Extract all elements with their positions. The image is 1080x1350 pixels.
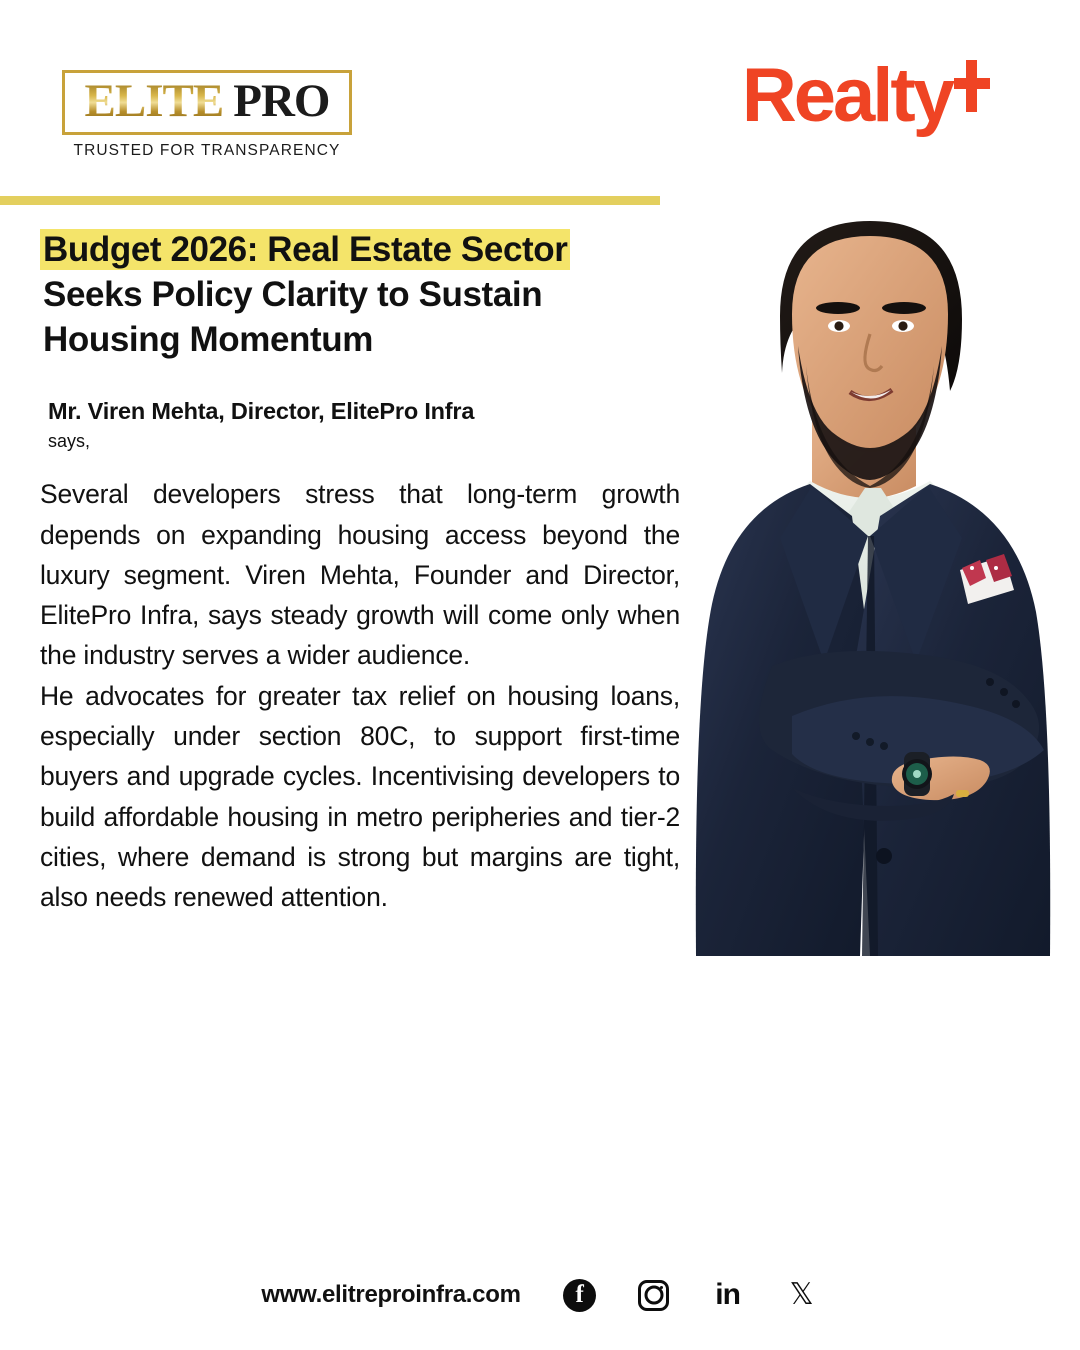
page-title: [40, 228, 680, 362]
elitepro-logo-box: [62, 70, 352, 135]
website-link[interactable]: www.elitreproinfra.com: [261, 1281, 521, 1308]
page-header: [0, 0, 1080, 190]
article-content: [40, 228, 680, 917]
article-body: [40, 474, 680, 917]
avatar: [660, 196, 1080, 956]
logo-tagline: TRUSTED FOR TRANSPARENCY: [73, 142, 341, 160]
x-icon[interactable]: 𝕏: [789, 1278, 814, 1311]
realty-plus-logo: [741, 53, 992, 138]
headline-line-1: Budget 2026: Real Estate Sector: [40, 229, 570, 270]
linkedin-icon[interactable]: in: [715, 1278, 740, 1311]
body-paragraph-2: He advocates for greater tax relief on housing loans, especially under section 80C, to support first-time buyers and upgrade cycles. Incentivising developers to build affordable housing in metro peripheries and tier-2 cities, where demand is strong but margins are tight, also needs renewed attention.: [40, 680, 680, 913]
headline-line-3: Housing Momentum: [43, 319, 373, 359]
body-paragraph-1: Several developers stress that long-term growth depends on expanding housing access beyond the luxury segment. Viren Mehta, Founder and Director, ElitePro Infra, says steady growth will come only when the industry serves a wider audience.: [40, 479, 680, 671]
attribution-says: says,: [48, 431, 91, 452]
plus-icon: [952, 58, 992, 134]
logo-pro-text: PRO: [233, 75, 330, 127]
headline-line-2: Seeks Policy Clarity to Sustain: [43, 274, 543, 314]
attribution-name: Mr. Viren Mehta, Director, ElitePro Infra: [48, 398, 475, 425]
elitepro-logo: [62, 70, 352, 160]
facebook-icon[interactable]: [563, 1278, 597, 1312]
social-links: [563, 1278, 819, 1312]
logo-elite-text: ELITE: [84, 75, 224, 127]
page-footer: [0, 1240, 1080, 1350]
instagram-icon[interactable]: [637, 1278, 671, 1312]
realty-logo-text: Realty: [741, 53, 952, 138]
